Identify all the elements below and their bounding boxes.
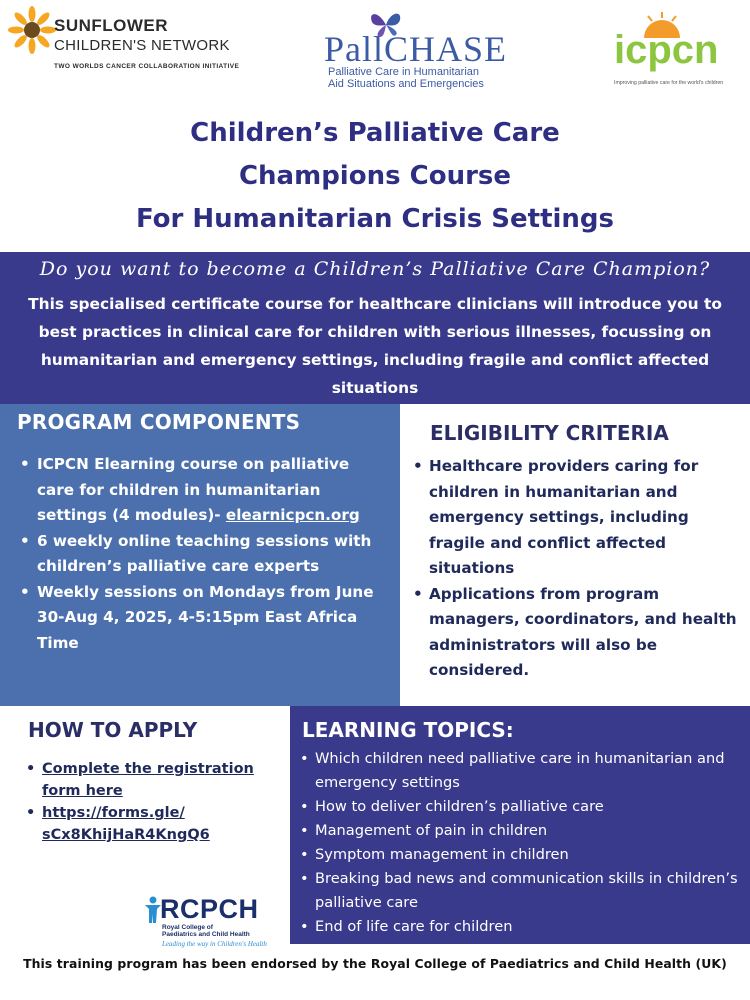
topic-item: • End of life care for children [300,915,746,939]
elearning-link[interactable]: elearnicpcn.org [225,506,360,524]
topic-item: • Management of pain in children [300,819,746,843]
title-line-2: Champions Course [238,161,512,191]
pallchase-line-1: Palliative Care in Humanitarian [328,66,480,78]
sunflower-subtitle: CHILDREN'S NETWORK [54,37,230,54]
page-title [0,112,750,241]
program-list [20,452,390,656]
eligibility-panel [400,404,750,706]
program-item: • Weekly sessions on Mondays from June 30-Aug 4, 2025, 4-5:15pm East Africa Time [20,580,390,657]
title-line-1: Children’s Palliative Care [190,118,560,148]
eligibility-item: • Applications from program managers, coordinators, and health administrators will also be considered. [413,582,749,684]
rcpch-wordmark: RCPCH [160,894,259,924]
eligibility-list [413,454,749,684]
icpcn-tagline: Improving palliative care for the world's children [614,80,724,86]
icpcn-wordmark: icpcn [614,28,719,72]
rcpch-tagline: Leading the way in Children's Health [162,940,267,948]
intro-text: This specialised certificate course for healthcare clinicians will introduce you to best practices in clinical care for children with serious illnesses, focussing on humanitarian and emergency settings, including fragile and conflict affected situations [28,295,722,397]
topic-item: • How to deliver children’s palliative care [300,795,746,819]
pallchase-logo [300,6,522,98]
topics-list [300,747,746,939]
icpcn-logo [588,0,748,102]
sunflower-title: SUNFLOWER [54,16,169,35]
intro-question: Do you want to become a Children’s Palliative Care Champion? [39,258,711,280]
title-line-3: For Humanitarian Crisis Settings [135,204,615,234]
sunflower-icon [8,6,56,54]
rcpch-line-2: Paediatrics and Child Health [162,931,250,938]
how-to-apply-panel [0,706,290,952]
eligibility-heading: ELIGIBILITY CRITERIA [430,421,669,445]
program-item-text: ICPCN Elearning course on palliative care for children in humanitarian settings (4 modules)- [37,455,350,524]
pallchase-line-2: Aid Situations and Emergencies [328,78,484,90]
topics-heading: LEARNING TOPICS: [302,718,514,742]
program-item: • 6 weekly online teaching sessions with children’s palliative care experts [20,529,390,580]
rcpch-line-1: Royal College of [162,924,213,931]
program-components-panel [0,404,400,706]
forms-link[interactable]: • https://forms.gle/ sCx8KhijHaR4KngQ6 [26,802,288,846]
program-item [20,452,390,529]
apply-heading: HOW TO APPLY [28,718,198,742]
registration-link[interactable]: • Complete the registration form here [26,758,288,802]
program-heading: PROGRAM COMPONENTS [17,410,301,434]
intro-band [0,252,750,404]
topic-item: • Breaking bad news and communication skills in children’s palliative care [300,867,746,915]
topic-item: • Which children need palliative care in humanitarian and emergency settings [300,747,746,795]
sunflower-logo [8,6,278,76]
endorsement-footer: This training program has been endorsed by the Royal College of Paediatrics and Child Health (UK) [23,956,727,971]
eligibility-item: • Healthcare providers caring for children in humanitarian and emergency settings, including fragile and conflict affected situations [413,454,749,582]
pallchase-title: PallCHASE [324,29,508,69]
header-logos [0,0,750,110]
rcpch-logo [142,894,282,952]
sunflower-tagline: TWO WORLDS CANCER COLLABORATION INITIATIVE [54,63,240,70]
learning-topics-panel [290,706,750,944]
apply-list [26,758,288,846]
topic-item: • Symptom management in children [300,843,746,867]
